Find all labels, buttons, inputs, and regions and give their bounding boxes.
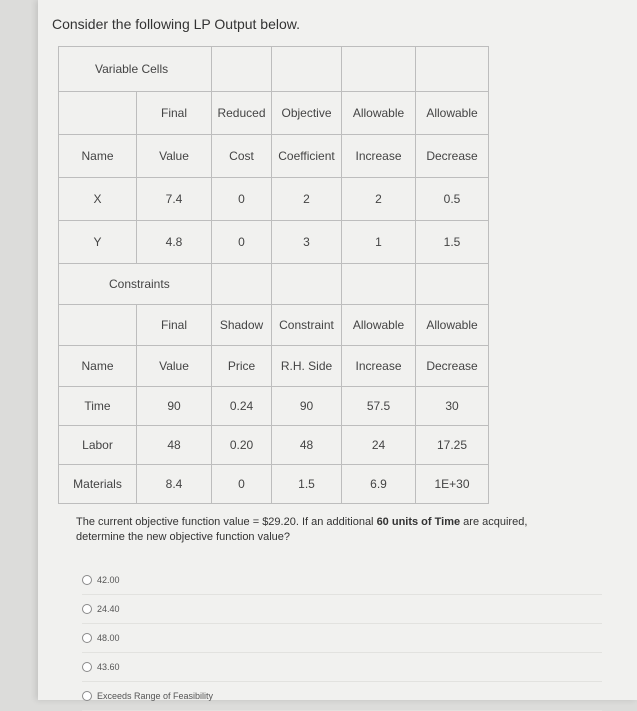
cons-cell: Labor <box>59 426 137 465</box>
radio-button[interactable] <box>82 662 92 672</box>
cons-cell: 30 <box>416 387 489 426</box>
question-part2: are acquired, determine the new objective function value? <box>76 516 528 543</box>
vc-header-cell: Final <box>137 92 212 135</box>
vc-header-cell: Objective <box>272 92 342 135</box>
table-row <box>59 221 489 264</box>
vc-header-cell: Decrease <box>416 135 489 178</box>
cons-header-cell: Allowable <box>416 305 489 346</box>
vc-header-cell: Cost <box>212 135 272 178</box>
question-text <box>76 515 576 545</box>
radio-button[interactable] <box>82 604 92 614</box>
cons-cell: 0.24 <box>212 387 272 426</box>
cons-cell: 24 <box>342 426 416 465</box>
vc-header-cell: Allowable <box>342 92 416 135</box>
cons-header-cell: Decrease <box>416 346 489 387</box>
lp-output-table <box>58 46 489 504</box>
cons-cell: 48 <box>272 426 342 465</box>
cons-header-cell: Value <box>137 346 212 387</box>
vc-cell: 1 <box>342 221 416 264</box>
table-row <box>59 426 489 465</box>
option-label: 24.40 <box>97 604 120 614</box>
vc-cell: 0 <box>212 221 272 264</box>
question-bold: 60 units of Time <box>376 516 461 528</box>
cons-header-cell: Price <box>212 346 272 387</box>
vc-header-cell: Value <box>137 135 212 178</box>
cons-header-cell: Increase <box>342 346 416 387</box>
option-label: 48.00 <box>97 633 120 643</box>
option-label: 42.00 <box>97 575 120 585</box>
vc-header-cell: Increase <box>342 135 416 178</box>
answer-options <box>82 566 602 711</box>
vc-cell: X <box>59 178 137 221</box>
cons-cell: 0 <box>212 465 272 504</box>
cons-header-cell: Constraint <box>272 305 342 346</box>
variable-cells-label: Variable Cells <box>59 47 212 92</box>
vc-cell: 2 <box>272 178 342 221</box>
cons-header-cell <box>59 305 137 346</box>
cons-cell: 17.25 <box>416 426 489 465</box>
vc-cell: Y <box>59 221 137 264</box>
cons-cell: 0.20 <box>212 426 272 465</box>
vc-cell: 2 <box>342 178 416 221</box>
table-row <box>59 465 489 504</box>
cons-cell: 90 <box>137 387 212 426</box>
constraints-label: Constraints <box>59 264 212 305</box>
cons-cell: 1E+30 <box>416 465 489 504</box>
cons-cell: Materials <box>59 465 137 504</box>
answer-option[interactable] <box>82 566 602 595</box>
vc-header-cell: Name <box>59 135 137 178</box>
vc-cell: 3 <box>272 221 342 264</box>
answer-option[interactable] <box>82 653 602 682</box>
vc-cell: 0 <box>212 178 272 221</box>
vc-header-cell: Coefficient <box>272 135 342 178</box>
vc-cell: 0.5 <box>416 178 489 221</box>
answer-option[interactable] <box>82 595 602 624</box>
cons-cell: 48 <box>137 426 212 465</box>
cons-cell: 1.5 <box>272 465 342 504</box>
option-label: Exceeds Range of Feasibility <box>97 691 214 701</box>
answer-option[interactable] <box>82 682 602 711</box>
table-row <box>59 387 489 426</box>
cons-header-cell: Name <box>59 346 137 387</box>
cons-cell: 57.5 <box>342 387 416 426</box>
vc-cell: 7.4 <box>137 178 212 221</box>
vc-header-cell <box>59 92 137 135</box>
question-part1: The current objective function value = $29.20. If an additional <box>76 516 377 528</box>
cons-cell: 8.4 <box>137 465 212 504</box>
radio-button[interactable] <box>82 575 92 585</box>
vc-header-cell: Allowable <box>416 92 489 135</box>
vc-cell: 4.8 <box>137 221 212 264</box>
cons-header-cell: Final <box>137 305 212 346</box>
cons-header-cell: Shadow <box>212 305 272 346</box>
intro-text: Consider the following LP Output below. <box>52 16 301 32</box>
cons-header-cell: R.H. Side <box>272 346 342 387</box>
radio-button[interactable] <box>82 633 92 643</box>
vc-header-cell: Reduced <box>212 92 272 135</box>
cons-cell: 6.9 <box>342 465 416 504</box>
answer-option[interactable] <box>82 624 602 653</box>
cons-cell: Time <box>59 387 137 426</box>
option-label: 43.60 <box>97 662 120 672</box>
cons-header-cell: Allowable <box>342 305 416 346</box>
cons-cell: 90 <box>272 387 342 426</box>
table-row <box>59 178 489 221</box>
vc-cell: 1.5 <box>416 221 489 264</box>
